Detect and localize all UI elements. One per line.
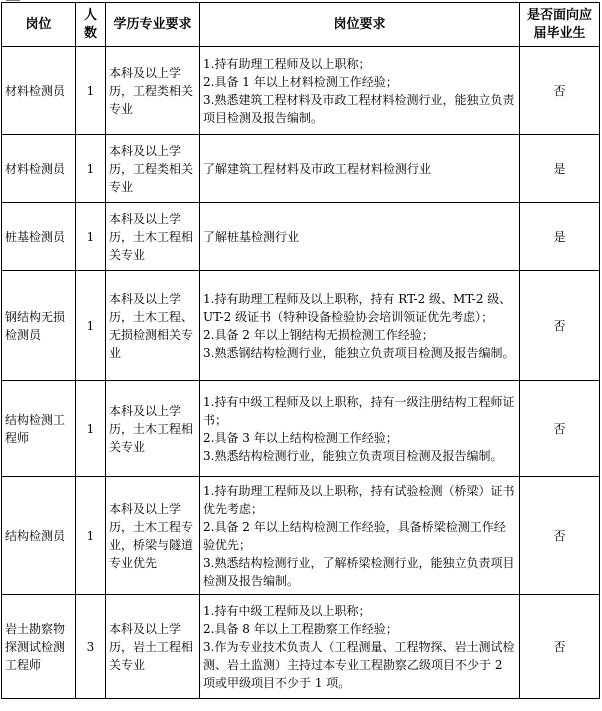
requirement-line: 2.具备 1 年以上材料检测工作经验； <box>203 74 398 89</box>
post-cell: 岩土勘察物探测试检测工程师 <box>2 595 76 699</box>
requirements-cell <box>200 47 520 135</box>
requirements-cell <box>200 271 520 381</box>
count-cell: 1 <box>76 477 106 595</box>
job-requirements-table <box>1 2 600 699</box>
table-row <box>2 595 600 699</box>
count-cell: 1 <box>76 135 106 203</box>
requirement-line: 3.熟悉钢结构检测行业，能独立负责项目检测及报告编制。 <box>203 345 515 360</box>
table-row <box>2 47 600 135</box>
header-count: 人数 <box>76 3 106 47</box>
requirements-cell <box>200 477 520 595</box>
graduate-open-cell: 否 <box>520 47 600 135</box>
header-requirements: 岗位要求 <box>200 3 520 47</box>
education-cell: 本科及以上学历，土木工程相关专业 <box>106 381 200 477</box>
education-cell: 本科及以上学历，土木工程相关专业 <box>106 203 200 271</box>
requirements-cell <box>200 135 520 203</box>
header-graduate-open: 是否面向应届毕业生 <box>520 3 600 47</box>
requirement-line: 1.持有助理工程师及以上职称； <box>203 56 371 71</box>
requirements-cell <box>200 203 520 271</box>
table-row <box>2 477 600 595</box>
table-body <box>2 47 600 699</box>
requirements-cell <box>200 595 520 699</box>
requirement-line: 3.熟悉结构检测行业，能独立负责项目检测及报告编制。 <box>203 448 503 463</box>
graduate-open-cell: 是 <box>520 203 600 271</box>
requirement-line: 了解桩基检测行业 <box>203 229 300 244</box>
requirements-cell <box>200 381 520 477</box>
requirement-line: 了解建筑工程材料及市政工程材料检测行业 <box>203 161 432 176</box>
header-education: 学历专业要求 <box>106 3 200 47</box>
education-cell: 本科及以上学历，土木工程、无损检测相关专业 <box>106 271 200 381</box>
post-cell: 结构检测工程师 <box>2 381 76 477</box>
requirement-line: 2.具备 3 年以上结构检测工作经验； <box>203 430 398 445</box>
post-cell: 桩基检测员 <box>2 203 76 271</box>
table-row <box>2 203 600 271</box>
education-cell: 本科及以上学历，工程类相关专业 <box>106 47 200 135</box>
table-row <box>2 381 600 477</box>
graduate-open-cell: 否 <box>520 595 600 699</box>
requirement-line: 3.作为专业技术负责人（工程测量、工程物探、岩土测试检测、岩土监测）主持过本专业工程勘察乙级项目不少于 2 项或甲级项目不少于 1 项。 <box>203 639 515 690</box>
requirement-line: 1.持有助理工程师及以上职称，持有试验检测（桥梁）证书优先考虑； <box>203 483 515 516</box>
post-cell: 钢结构无损检测员 <box>2 271 76 381</box>
requirement-line: 1.持有助理工程师及以上职称，持有 RT-2 级、MT-2 级、UT-2 级证书（特种设备检验协会培训领证优先考虑）； <box>203 291 512 324</box>
header-post: 岗位 <box>2 3 76 47</box>
graduate-open-cell: 否 <box>520 477 600 595</box>
education-cell: 本科及以上学历，岩土工程相关专业 <box>106 595 200 699</box>
count-cell: 1 <box>76 381 106 477</box>
post-cell: 结构检测员 <box>2 477 76 595</box>
table-header-row <box>2 3 600 47</box>
post-cell: 材料检测员 <box>2 135 76 203</box>
requirement-line: 2.具备 2 年以上钢结构无损检测工作经验； <box>203 327 434 342</box>
table-row <box>2 135 600 203</box>
requirement-line: 1.持有中级工程师及以上职称； <box>203 603 371 618</box>
requirement-line: 2.具备 8 年以上工程勘察工作经验； <box>203 621 398 636</box>
graduate-open-cell: 否 <box>520 271 600 381</box>
requirement-line: 3.熟悉建筑工程材料及市政工程材料检测行业，能独立负责项目检测及报告编制。 <box>203 92 515 125</box>
education-cell: 本科及以上学历，工程类相关专业 <box>106 135 200 203</box>
count-cell: 1 <box>76 271 106 381</box>
count-cell: 3 <box>76 595 106 699</box>
count-cell: 1 <box>76 203 106 271</box>
graduate-open-cell: 否 <box>520 381 600 477</box>
requirement-line: 3.熟悉结构检测行业，了解桥梁检测行业，能独立负责项目检测及报告编制。 <box>203 555 515 588</box>
corner-mark <box>6 0 20 1</box>
count-cell: 1 <box>76 47 106 135</box>
education-cell: 本科及以上学历，土木工程专业，桥梁与隧道专业优先 <box>106 477 200 595</box>
post-cell: 材料检测员 <box>2 47 76 135</box>
requirement-line: 2.具备 2 年以上结构检测工作经验，具备桥梁检测工作经验优先； <box>203 519 506 552</box>
table-row <box>2 271 600 381</box>
graduate-open-cell: 是 <box>520 135 600 203</box>
requirement-line: 1.持有中级工程师及以上职称，持有一级注册结构工程师证书； <box>203 394 515 427</box>
